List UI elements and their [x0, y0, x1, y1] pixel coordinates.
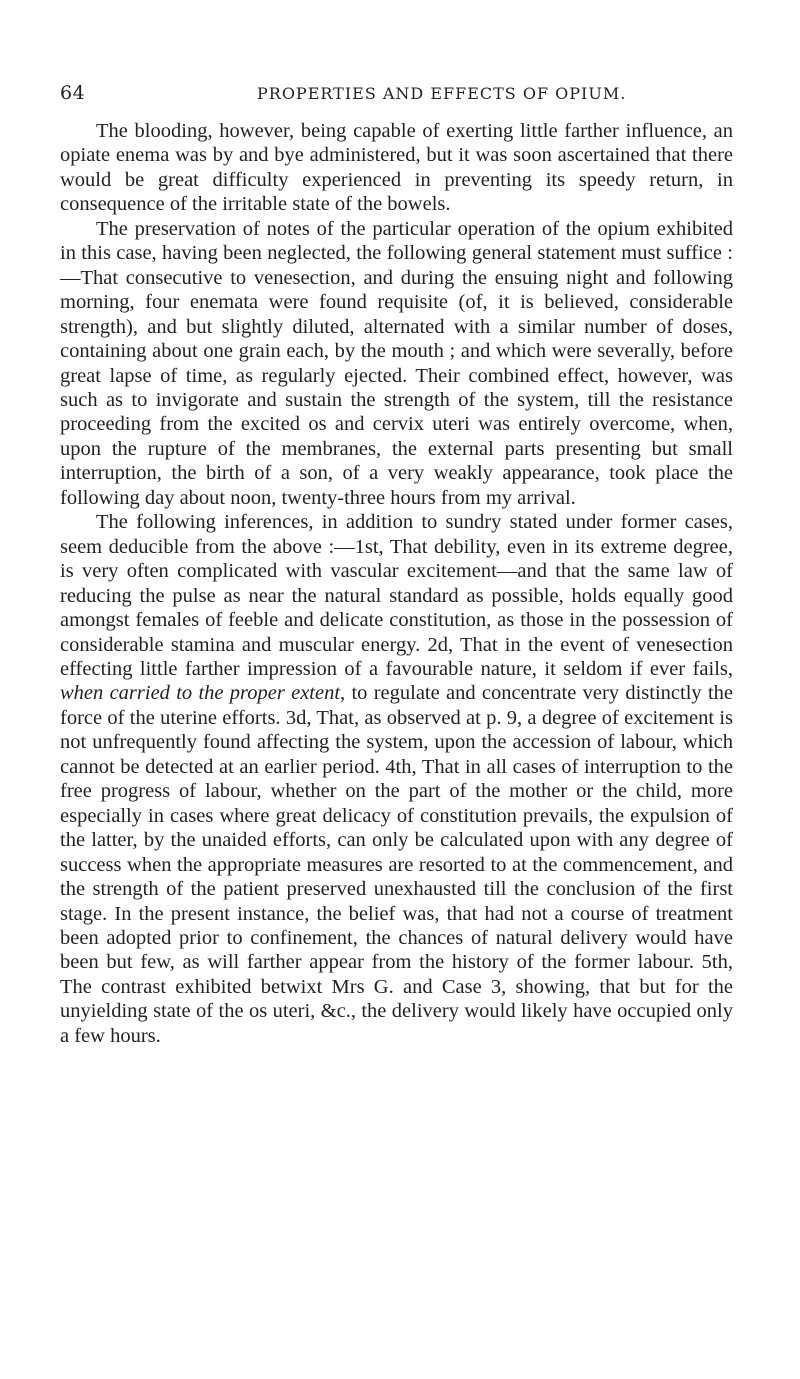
emphasis-phrase: when carried to the proper extent	[60, 682, 341, 705]
body-text	[60, 119, 733, 1048]
paragraph-3-text-after: , to regulate and concentrate very distinctly the force of the uterine efforts. 3d, That, as observed at p. 9, a degree of excitement is not unfrequently found affecting the system, upon the accession of labour, which cannot be detected at an earlier period. 4th, That in all cases of interruption to the free progress of labour, whether on the part of the mother or the child, more especially in cases where great delicacy of constitution prevails, the expulsion of the latter, by the unaided efforts, can only be calculated upon with any degree of success when the appropriate measures are resorted to at the commencement, and the strength of the patient preserved unexhausted till the conclusion of the first stage. In the present instance, the belief was, that had not a course of treatment been adopted prior to confinement, the chances of natural delivery would have been but few, as will farther appear from the history of the former labour. 5th, The contrast exhibited betwixt Mrs G. and Case 3, showing, that but for the unyielding state of the os uteri, &c., the delivery would likely have occupied only a few hours.	[60, 682, 733, 1047]
page-number: 64	[60, 82, 86, 104]
running-title: PROPERTIES AND EFFECTS OF OPIUM.	[257, 84, 627, 103]
page-header	[60, 82, 750, 106]
paragraph-1: The blooding, however, being capable of exerting little farther influence, an opiate enema was by and bye administered, but it was soon ascertained that there would be great difficulty experienced in preventing its speedy return, in consequence of the irritable state of the bowels.	[60, 120, 733, 216]
paragraph-3	[60, 510, 733, 1048]
paragraph-3-text-before: The following inferences, in addition to sundry stated under former cases, seem deducible from the above :—1st, That debility, even in its extreme degree, is very often complicated with vascular excitement—and that the same law of reducing the pulse as near the natural standard as possible, holds equally good amongst females of feeble and delicate constitution, as those in the possession of considerable stamina and muscular energy. 2d, That in the event of venesection effecting little farther impression of a favourable nature, it seldom if ever fails,	[60, 511, 733, 680]
paragraph-2: The preservation of notes of the particular operation of the opium exhibited in this case, having been neglected, the following general statement must suffice :—That consecutive to venesection, and during the ensuing night and following morning, four enemata were found requisite (of, it is believed, considerable strength), and but slightly diluted, alternated with a similar number of doses, containing about one grain each, by the mouth ; and which were severally, before great lapse of time, as regularly ejected. Their combined effect, however, was such as to invigorate and sustain the strength of the system, till the resistance proceeding from the excited os and cervix uteri was entirely overcome, when, upon the rupture of the membranes, the external parts presenting but small interruption, the birth of a son, of a very weakly appearance, took place the following day about noon, twenty-three hours from my arrival.	[60, 217, 733, 509]
